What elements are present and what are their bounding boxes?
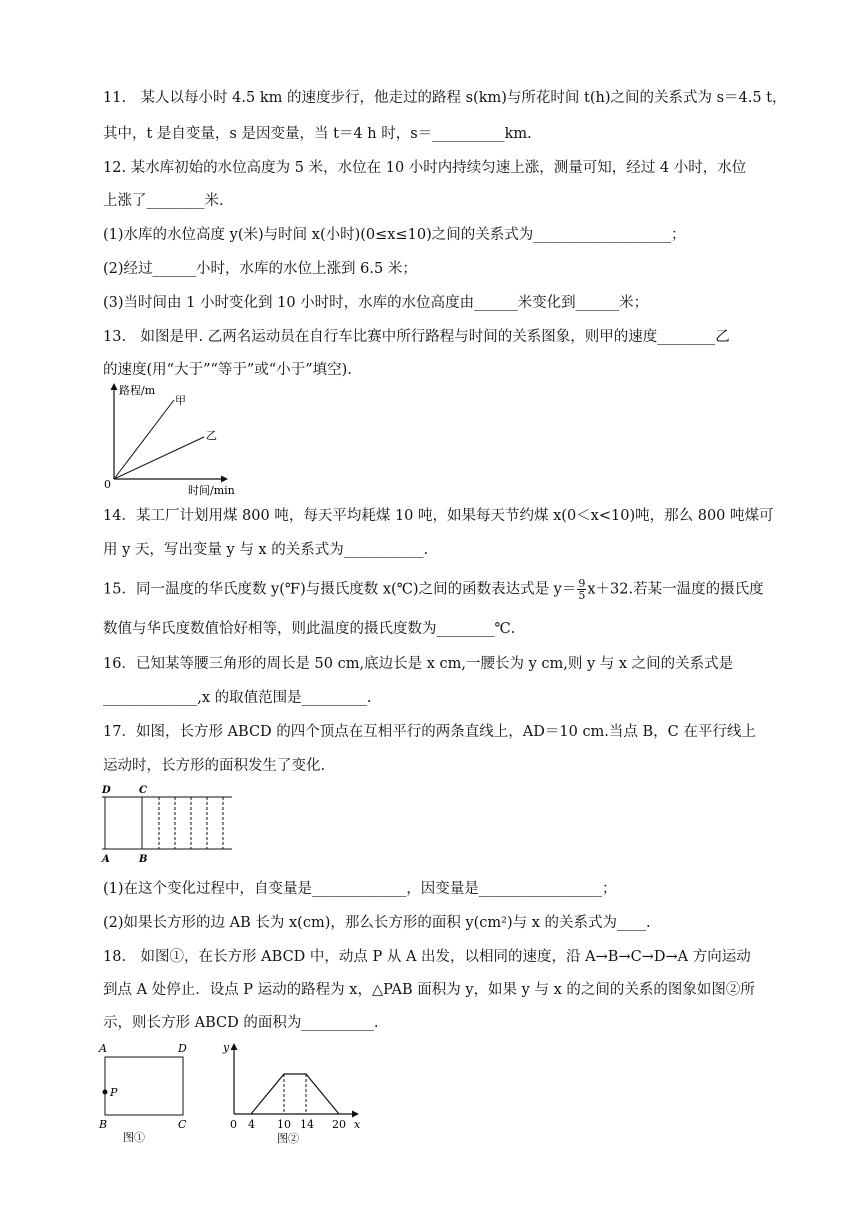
q17-line-1: 17．如图，长方形 ABCD 的四个顶点在互相平行的两条直线上，AD＝10 cm.当点 B，C 在平行线上	[103, 724, 756, 740]
q13-label-jia: 甲	[175, 394, 186, 407]
q15-frac-num: 9	[578, 577, 586, 590]
q18-tick-14: 14	[300, 1118, 314, 1131]
q13-ylabel: 路程/m	[119, 384, 156, 397]
q13-x-arrow	[221, 476, 228, 483]
q12-line-1: 12. 某水库初始的水位高度为 5 米，水位在 10 小时内持续匀速上涨，测量可知，经过 4 小时，水位	[103, 160, 747, 176]
q17-label-a: A	[102, 854, 110, 865]
q12-part-2: (2)经过______小时，水库的水位上涨到 6.5 米；	[103, 261, 417, 277]
q18-tick-10: 10	[277, 1118, 291, 1131]
q18-fig2-caption: 图②	[277, 1132, 299, 1145]
q18-graph-line	[251, 1074, 339, 1114]
q13-line-1: 13. 如图是甲. 乙两名运动员在自行车比赛中所行路程与时间的关系图象，则甲的速度________乙	[103, 329, 730, 345]
q11-line-2: 其中，t 是自变量，s 是因变量，当 t＝4 h 时，s＝__________km.	[103, 126, 532, 142]
q13-label-yi: 乙	[206, 429, 217, 442]
q18-figure-2	[222, 1038, 372, 1146]
q18-xlabel: x	[354, 1118, 361, 1131]
q13-graph	[96, 380, 256, 500]
q17-part-1: (1)在这个变化过程中，自变量是_____________，因变量是_________________；	[103, 881, 617, 897]
q13-xlabel: 时间/min	[188, 484, 235, 497]
q18-fig1-caption: 图①	[123, 1131, 145, 1144]
q18-tick-20: 20	[332, 1118, 346, 1131]
q17-label-b: B	[139, 854, 148, 865]
q17-label-c: C	[139, 785, 147, 796]
q13-line-yi	[114, 437, 204, 479]
q13-y-arrow	[111, 383, 118, 390]
q16-line-1: 16．已知某等腰三角形的周长是 50 cm,底边长是 x cm,一腰长为 y cm,则 y 与 x 之间的关系式是	[103, 656, 734, 672]
q18-x-arrow	[352, 1111, 359, 1118]
q17-label-d: D	[102, 785, 111, 796]
q18-tick-0: 0	[230, 1118, 237, 1131]
q13-line-2: 的速度(用“大于”“等于”或“小于”填空).	[103, 362, 352, 378]
q18-figure-1	[96, 1040, 196, 1145]
q18-fig1-label-c: C	[178, 1118, 187, 1131]
q18-tick-4: 4	[248, 1118, 255, 1131]
q18-fig1-label-p: P	[110, 1086, 118, 1099]
q17-figure	[96, 782, 241, 867]
q15-frac-den: 5	[578, 589, 586, 602]
q15-line-1	[103, 578, 764, 601]
q18-line-2: 到点 A 处停止．设点 P 运动的路程为 x，△PAB 面积为 y，如果 y 与 x 的之间的关系的图象如图②所	[103, 982, 755, 998]
q13-line-jia	[114, 400, 174, 479]
q12-part-3: (3)当时间由 1 小时变化到 10 小时时，水库的水位高度由______米变化到______米；	[103, 295, 649, 311]
q18-fig1-label-b: B	[99, 1118, 108, 1131]
q18-ylabel: y	[223, 1041, 230, 1054]
q18-fig1-label-a: A	[99, 1042, 107, 1055]
q14-line-1: 14．某工厂计划用煤 800 吨，每天平均耗煤 10 吨，如果每天节约煤 x(0＜x<10)吨，那么 800 吨煤可	[103, 508, 774, 524]
q18-line-1: 18. 如图①，在长方形 ABCD 中，动点 P 从 A 出发，以相同的速度，沿 A→B→C→D→A 方向运动	[103, 949, 751, 965]
q17-part-2: (2)如果长方形的边 AB 长为 x(cm)，那么长方形的面积 y(cm²)与 x 的关系式为____.	[103, 915, 651, 931]
q12-line-2: 上涨了________米.	[103, 193, 224, 209]
q14-line-2: 用 y 天，写出变量 y 与 x 的关系式为___________.	[103, 542, 429, 558]
q12-part-1: (1)水库的水位高度 y(米)与时间 x(小时)(0≤x≤10)之间的关系式为___________________；	[103, 227, 686, 243]
q15-line-2: 数值与华氏度数值恰好相等，则此温度的摄氏度数为________℃.	[103, 621, 516, 637]
q18-fig1-label-d: D	[178, 1042, 187, 1055]
q18-line-3: 示，则长方形 ABCD 的面积为__________.	[103, 1015, 379, 1031]
q15-fraction	[577, 578, 586, 601]
q17-line-2: 运动时，长方形的面积发生了变化.	[103, 758, 326, 774]
q15-text-pre: 15．同一温度的华氏度数 y(℉)与摄氏度数 x(℃)之间的函数表达式是 y＝	[103, 581, 577, 598]
q18-point-p	[103, 1090, 108, 1095]
q16-line-2: _____________,x 的取值范围是_________.	[103, 690, 372, 706]
q11-line-1: 11. 某人以每小时 4.5 km 的速度步行，他走过的路程 s(km)与所花时间 t(h)之间的关系式为 s＝4.5 t，	[103, 90, 787, 106]
q18-y-arrow	[231, 1043, 238, 1050]
q13-origin: 0	[104, 478, 111, 491]
q15-text-post: x＋32.若某一温度的摄氏度	[587, 581, 764, 598]
